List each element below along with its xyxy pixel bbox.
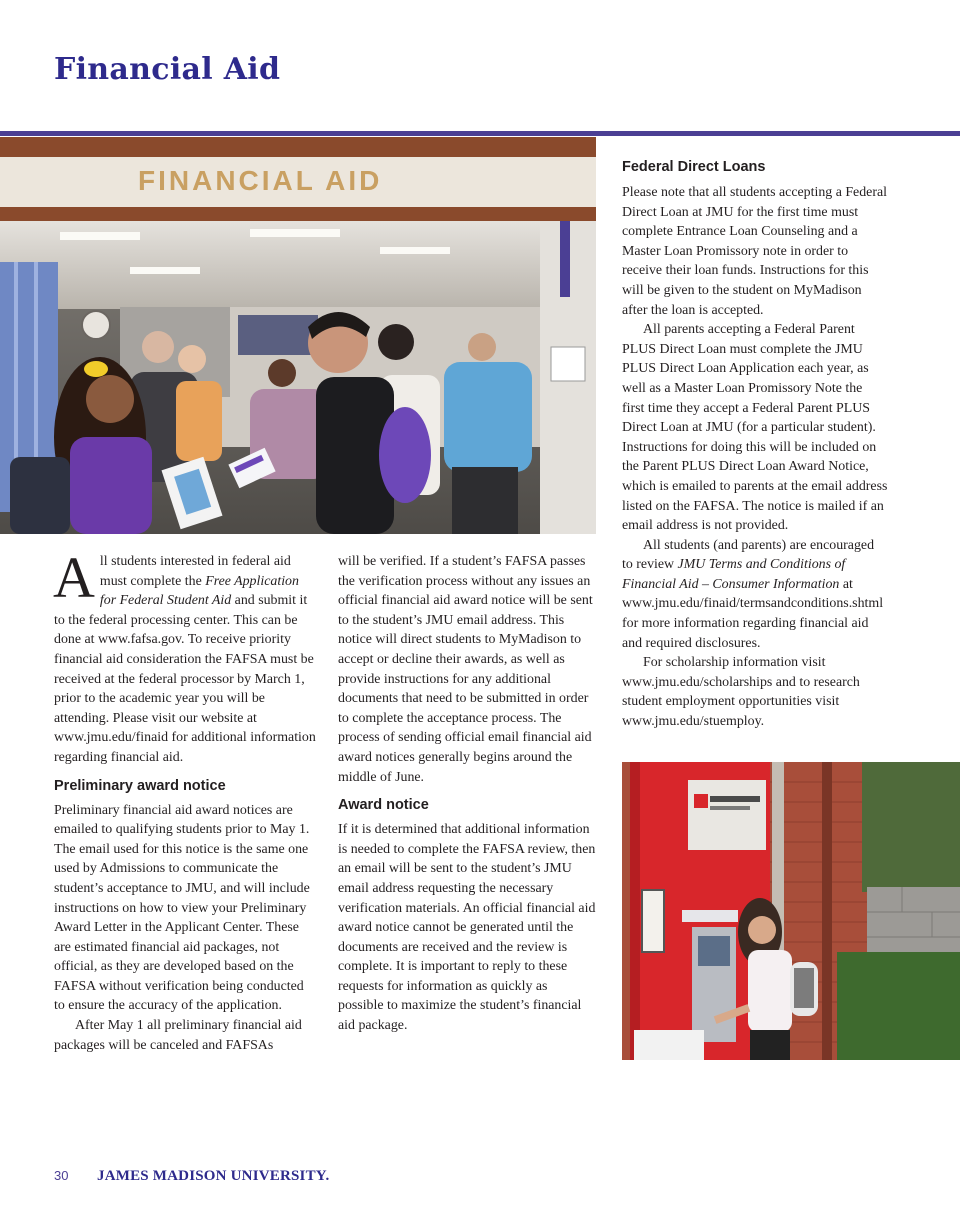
- financial-aid-office-photo: [0, 137, 596, 534]
- page-title: Financial Aid: [54, 52, 281, 87]
- continuation-paragraph: will be verified. If a student’s FAFSA passes the verification process without any issues an official financial aid award notice will be sent to the student’s JMU email address. This notice will direct students to MyMadison to accept or decline their awards, as well as provide instructions for any additional documents that need to be submitted in order to complete the acceptance process. The process of sending official email financial aid award notices generally begins around the middle of June.: [338, 554, 593, 785]
- preliminary-paragraph-1: Preliminary financial aid award notices are emailed to qualifying students prior to May 1. The email used for this notice is the same one used by Admissions to communicate the student’s acceptance to JMU, and will include instructions on how to view your Preliminary Award Letter in the Applicant Center. These are estimated financial aid packages, not official, as they are developed based on the FAFSA without verification being conducted to ensure the accuracy of the application.: [54, 802, 310, 1014]
- column-1: [53, 545, 316, 1055]
- column-2: [338, 552, 596, 1036]
- atm-photo: [622, 762, 960, 1060]
- intro-paragraph: All students interested in federal aid must complete the Free Application for Federal Student Aid and submit it to the federal processing center. This can be done at www.fafsa.gov. To receive priority financial aid consideration the FAFSA must be received at the federal processor by March 1, prior to the academic year you will be attending. Please visit our website at www.jmu.edu/finaid for additional information regarding financial aid.: [53, 545, 316, 765]
- loans-paragraph-4: For scholarship information visit www.jmu.edu/scholarships and to research student employment opportunities visit www.jmu.edu/stuemploy.: [622, 655, 860, 730]
- header-rule: [0, 131, 960, 136]
- loans-paragraph-2: All parents accepting a Federal Parent PLUS Direct Loan must complete the JMU PLUS Direct Loan Application each year, as well as a Master Loan Promissory Note the first time they accept a Federal Parent PLUS Direct Loan at JMU (for a particular student). Instructions for doing this will be included on the Parent PLUS Direct Loan Award Notice, which is emailed to parents at the email address listed on the FAFSA. The notice is mailed if an email address is not provided.: [622, 322, 888, 534]
- drop-cap: A: [53, 545, 95, 610]
- page-footer: [54, 1168, 329, 1185]
- loans-paragraph-1: Please note that all students accepting a Federal Direct Loan at JMU for the first time must complete Entrance Loan Counseling and a Master Loan Promissory note in order to receive their loan funds. Instructions for this will be given to the student on MyMadison after the loan is accepted.: [622, 185, 887, 318]
- page-number: 30: [54, 1168, 69, 1183]
- preliminary-award-heading: Preliminary award notice: [54, 777, 226, 794]
- preliminary-paragraph-2: After May 1 all preliminary financial aid packages will be canceled and FAFSAs: [54, 1018, 302, 1053]
- column-3: [622, 158, 888, 732]
- loans-paragraph-3: All students (and parents) are encouraged to review JMU Terms and Conditions of Financial Aid – Consumer Information at www.jmu.edu/finaid/termsandconditions.shtml for more information regarding financial aid and required disclosures.: [622, 537, 884, 651]
- award-notice-heading: Award notice: [338, 797, 429, 814]
- sign-text: FINANCIAL AID: [138, 165, 383, 196]
- university-wordmark: JAMES MADISON UNIVERSITY.: [97, 1168, 330, 1184]
- federal-direct-loans-heading: Federal Direct Loans: [622, 159, 766, 175]
- award-notice-paragraph: If it is determined that additional information is needed to complete the FAFSA review, then an email will be sent to the student’s JMU email address requesting the necessary verification materials. An official financial aid award notice cannot be generated until the documents are received and the review is complete. It is important to reply to these requests for information as quickly as possible to maximize the student’s financial aid package.: [338, 822, 596, 1034]
